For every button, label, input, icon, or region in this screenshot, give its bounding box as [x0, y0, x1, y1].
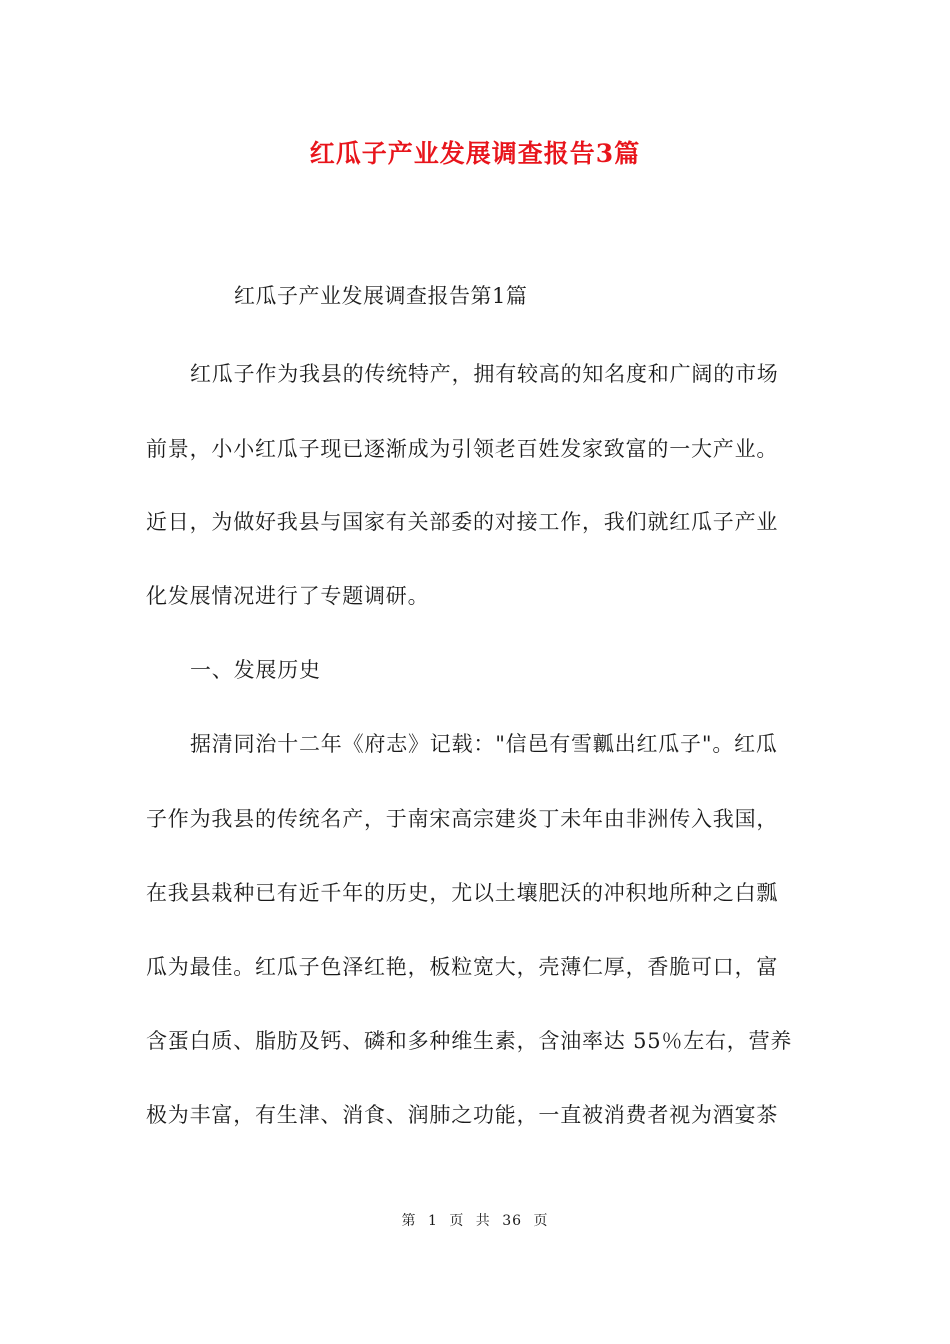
footer-current-page: 1 — [427, 1213, 438, 1229]
footer-page-word: 页 — [449, 1213, 465, 1229]
paragraph-line: 据清同治十二年《府志》记载："信邑有雪瓤出红瓜子"。红瓜 — [190, 732, 778, 756]
document-title: 红瓜子产业发展调查报告3篇 — [309, 139, 641, 168]
paragraph-line: 近日，为做好我县与国家有关部委的对接工作，我们就红瓜子产业 — [146, 510, 779, 534]
paragraph-line: 前景，小小红瓜子现已逐渐成为引领老百姓发家致富的一大产业。 — [146, 437, 779, 461]
footer-total-pages: 36 — [502, 1213, 523, 1229]
paragraph-line: 在我县栽种已有近千年的历史，尤以土壤肥沃的冲积地所种之白瓢 — [146, 881, 779, 905]
paragraph-line: 极为丰富，有生津、消食、润肺之功能，一直被消费者视为酒宴茶 — [146, 1103, 779, 1127]
paragraph-line: 化发展情况进行了专题调研。 — [146, 584, 430, 608]
page-footer — [0, 1210, 950, 1230]
report-subtitle: 红瓜子产业发展调查报告第1篇 — [234, 284, 528, 308]
section-heading: 一、发展历史 — [190, 658, 321, 682]
paragraph-line: 红瓜子作为我县的传统特产，拥有较高的知名度和广阔的市场 — [190, 362, 779, 386]
footer-prefix: 第 — [401, 1213, 417, 1229]
footer-total-word: 共 — [475, 1213, 491, 1229]
footer-suffix: 页 — [533, 1213, 549, 1229]
paragraph-line: 子作为我县的传统名产，于南宋高宗建炎丁未年由非洲传入我国， — [146, 807, 779, 831]
paragraph-line: 含蛋白质、脂肪及钙、磷和多种维生素，含油率达 55％左右，营养 — [146, 1029, 793, 1053]
paragraph-line: 瓜为最佳。红瓜子色泽红艳，板粒宽大，壳薄仁厚，香脆可口，富 — [146, 955, 779, 979]
